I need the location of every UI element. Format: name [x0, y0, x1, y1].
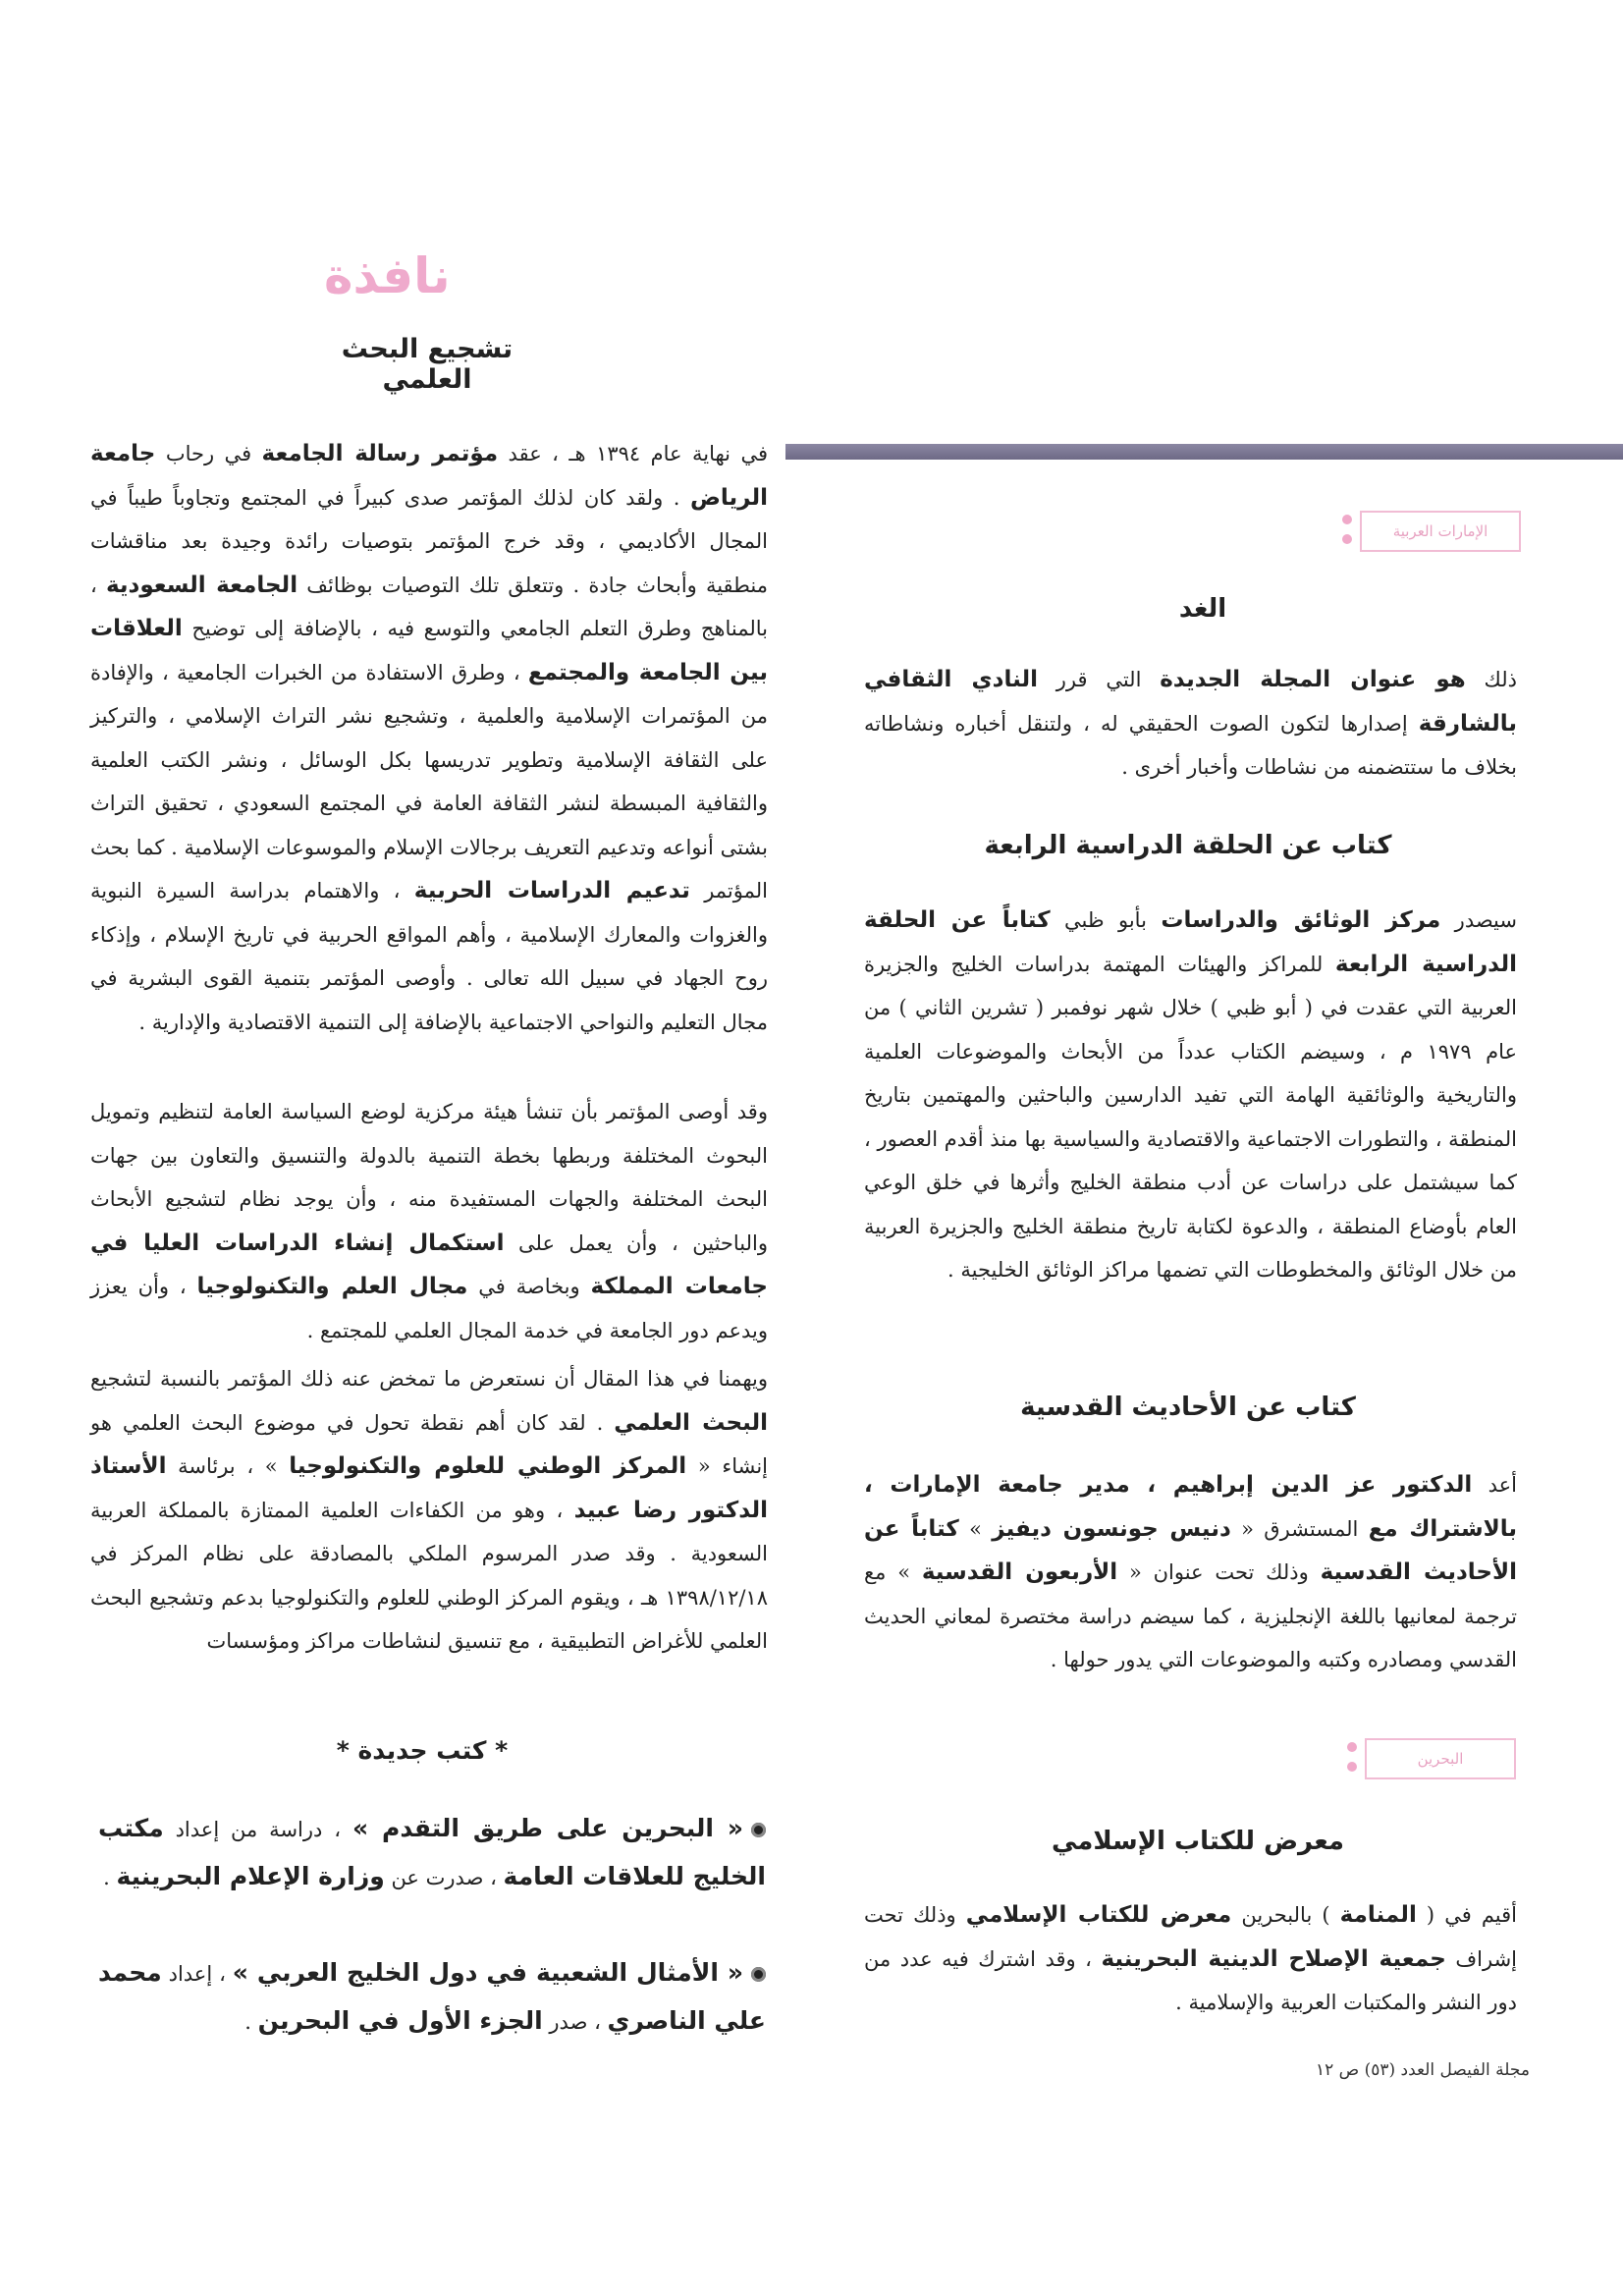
new-books-heading: * كتب جديدة * — [336, 1736, 509, 1765]
article-body-book-fair: أقيم في ( المنامة ) بالبحرين معرض للكتاب الإسلامي وذلك تحت إشراف جمعية الإصلاح الدينية البحرينية ، وقد اشترك فيه عدد من دور النشر والمكتبات العربية والإسلامية . — [864, 1902, 1518, 2014]
tag-dots-icon — [1345, 1742, 1357, 1772]
article-title-fourth-seminar: كتاب عن الحلقة الدراسية الرابعة — [984, 831, 1392, 860]
article-title-alghad: الغد — [1178, 594, 1227, 624]
magazine-section-logo: نافذة — [324, 247, 451, 304]
left-paragraph-3: ويهمنا في هذا المقال أن نستعرض ما تمخض عنه ذلك المؤتمر بالنسبة لتشجيع البحث العلمي . لقد كان أهم نقطة تحول في موضوع البحث العلمي هو إنشاء « المركز الوطني للعلوم والتكنولوجيا » ، برئاسة الأستاذ الدكتور رضا عبيد ، وهو من الكفاءات العلمية الممتازة بالمملكة العربية السعودية . وقد صدر المرسوم الملكي بالمصادقة على نظام المركز في ١٣٩٨/١٢/١٨ هـ ، ويقوم المركز الوطني للعلوم والتكنولوجيا بدعم وتشجيع البحث العلمي للأغراض التطبيقية ، مع تنسيق لنشاطات مراكز ومؤسسات — [90, 1367, 769, 1653]
article-body-fourth-seminar: سيصدر مركز الوثائق والدراسات بأبو ظبي كتاباً عن الحلقة الدراسية الرابعة للمراكز والهيئات المهتمة بدراسات الخليج والجزيرة العربية التي عقدت في ( أبو ظبي ) خلال شهر نوفمبر ( تشرين الثاني ) من عام ١٩٧٩ م ، وسيضم الكتاب عدداً من الأبحاث والموضوعات العلمية والتاريخية والوثائقية الهامة التي تفيد الدارسين والباحثين والمهتمين بتاريخ المنطقة ، والتطورات الاجتماعية والاقتصادية والسياسية بها منذ أقدم العصور ، كما سيشتمل على دراسات عن أدب منطقة الخليج وأثرها في خلق الوعي العام بأوضاع المنطقة ، والدعوة لكتابة تاريخ منطقة الخليج والجزيرة العربية من خلال الوثائق والمخطوطات التي تضمها مراكز الوثائق الخليجية . — [864, 907, 1517, 1282]
left-paragraph-2: وقد أوصى المؤتمر بأن تنشأ هيئة مركزية لوضع السياسة العامة لتنظيم وتمويل البحوث المختلفة وربطها بخطة التنمية بالدولة والتنسيق والتعاون بين جهات البحث المختلفة والجهات المستفيدة منه ، وأن يوجد نظام لتشجيع الأبحاث والباحثين ، وأن يعمل على استكمال إنشاء الدراسات العليا في جامعات المملكة وبخاصة في مجال العلم والتكنولوجيا ، وأن يعزز ويدعم دور الجامعة في خدمة المجال العلمي للمجتمع . — [90, 1100, 768, 1342]
article-title-hadith-qudsi: كتاب عن الأحاديث القدسية — [1020, 1393, 1356, 1422]
book-item-2: « الأمثال الشعبية في دول الخليج العربي » ، إعداد محمد علي الناصري ، صدر الجزء الأول في البحرين . — [98, 1958, 766, 2035]
bullet-icon — [751, 1967, 766, 1982]
column-divider-bar — [785, 444, 1623, 460]
article-body-alghad: ذلك هو عنوان المجلة الجديدة التي قرر النادي الثقافي بالشارقة إصدارها لتكون الصوت الحقيقي له ، ولتنقل أخباره ونشاطاته بخلاف ما ستتضمنه من نشاطات وأخبار أخرى . — [864, 667, 1517, 779]
tag-dots-icon — [1340, 515, 1352, 544]
article-title-book-fair: معرض للكتاب الإسلامي — [1051, 1827, 1344, 1856]
left-paragraph-1: في نهاية عام ١٣٩٤ هـ ، عقد مؤتمر رسالة الجامعة في رحاب جامعة الرياض . ولقد كان لذلك المؤتمر صدى كبيراً في المجتمع وتجاوباً طيباً في المجال الأكاديمي ، وقد خرج المؤتمر بتوصيات رائدة وجيدة بعد مناقشات منطقية وأبحاث جادة . وتتعلق تلك التوصيات بوظائف الجامعة السعودية ، بالمناهج وطرق التعلم الجامعي والتوسع فيه ، بالإضافة إلى توضيح العلاقات بين الجامعة والمجتمع ، وطرق الاستفادة من الخبرات الجامعية ، والإفادة من المؤتمرات الإسلامية والعلمية ، وتشجيع نشر التراث الإسلامي ، والتركيز على الثقافة الإسلامية وتطوير تدريسها بكل الوسائل ، ونشر الكتب العلمية والثقافية المبسطة لنشر الثقافة العامة في المجتمع السعودي ، تحقيق التراث بشتى أنواعه وتدعيم التعريف برجالات الإسلام والموسوعات الإسلامية . كما بحث المؤتمر تدعيم الدراسات الحربية ، والاهتمام بدراسة السيرة النبوية والغزوات والمعارك الإسلامية ، وأهم المواقع الحربية في تاريخ الإسلام ، وإذكاء روح الجهاد في سبيل الله تعالى . وأوصى المؤتمر بتنمية القوى البشرية في مجال التعليم والنواحي الاجتماعية بالإضافة إلى التنمية الاقتصادية والإدارية . — [90, 441, 769, 1034]
page-title: تشجيع البحث العلمي — [341, 334, 514, 395]
article-body-hadith-qudsi: أعد الدكتور عز الدين إبراهيم ، مدير جامعة الإمارات ، بالاشتراك مع المستشرق « دنيس جونسون ديفيز » كتاباً عن الأحاديث القدسية وذلك تحت عنوان « الأربعون القدسية » مع ترجمة لمعانيها باللغة الإنجليزية ، كما سيضم دراسة مختصرة لمعاني الحديث القدسي ومصادره وكتبه والموضوعات التي يدور حولها . — [864, 1472, 1518, 1671]
bullet-icon — [751, 1823, 766, 1837]
page-footer-citation: مجلة الفيصل العدد (٥٣) ص ١٢ — [1315, 2060, 1530, 2080]
region-tag-uae: الإمارات العربية — [1360, 511, 1521, 552]
book-item-1: « البحرين على طريق التقدم » ، دراسة من إعداد مكتب الخليج للعلاقات العامة ، صدرت عن وزارة الإعلام البحرينية . — [98, 1814, 766, 1890]
region-tag-bahrain: البحرين — [1365, 1738, 1516, 1779]
